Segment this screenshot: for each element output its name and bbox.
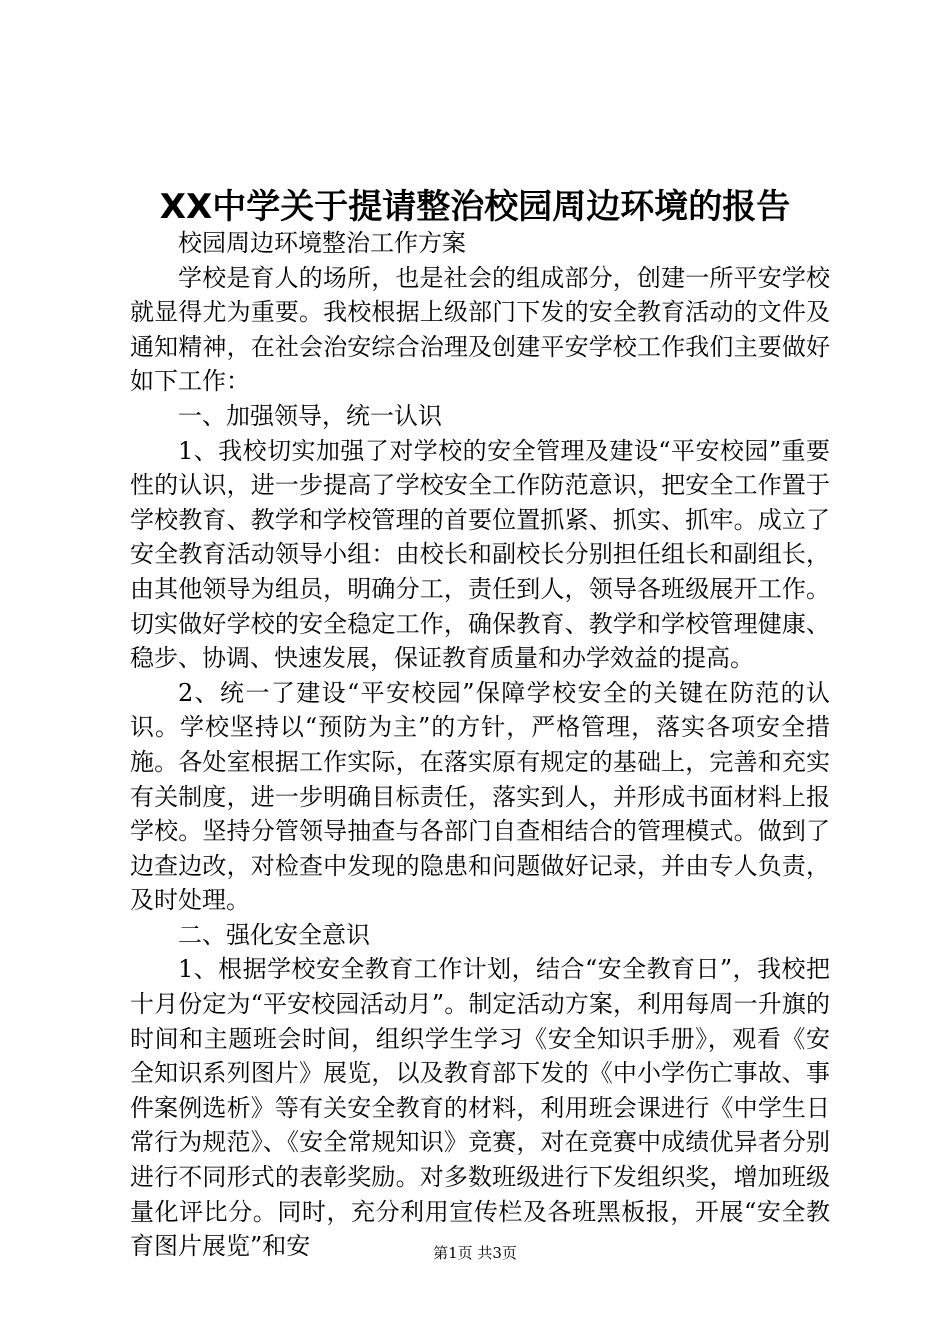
section-heading: 二、强化安全意识 [178, 920, 370, 949]
body-paragraph: 1、根据学校安全教育工作计划，结合“安全教育日”，我校把十月份定为“平安校园活动月”。制定活动方案，利用每周一升旗的时间和主题班会时间，组织学生学习《安全知识手册》，观看《安全知识系列图片》展览，以及教育部下发的《中小学伤亡事故、事件案例选析》等有关安全教育的材料，利用班会课进行《中学生日常行为规范》、《安全常规知识》竞赛，对在竞赛中成绩优异者分别进行不同形式的表彰奖励。对多数班级进行下发组织奖，增加班级量化评比分。同时，充分利用宣传栏及各班黑板报，开展“安全教育图片展览”和安 [130, 955, 830, 1261]
document-body [130, 226, 830, 1264]
section-heading: 一、加强领导，统一认识 [178, 401, 442, 430]
page-footer: 第1页 共3页 [433, 1244, 517, 1262]
document-title: XX中学关于提请整治校园周边环境的报告 [159, 187, 791, 227]
body-paragraph: 2、统一了建设“平安校园”保障学校安全的关键在防范的认识。学校坚持以“预防为主”的方针，严格管理，落实各项安全措施。各处室根据工作实际，在落实原有规定的基础上，完善和充实有关制度，进一步明确目标责任，落实到人，并形成书面材料上报学校。坚持分管领导抽查与各部门自查相结合的管理模式。做到了边查边改，对检查中发现的隐患和问题做好记录，并由专人负责，及时处理。 [130, 678, 830, 915]
body-paragraph: 1、我校切实加强了对学校的安全管理及建设“平安校园”重要性的认识，进一步提高了学校安全工作防范意识，把安全工作置于学校教育、教学和学校管理的首要位置抓紧、抓实、抓牢。成立了安全教育活动领导小组：由校长和副校长分别担任组长和副组长，由其他领导为组员，明确分工，责任到人，领导各班级展开工作。切实做好学校的安全稳定工作，确保教育、教学和学校管理健康、稳步、协调、快速发展，保证教育质量和办学效益的提高。 [130, 436, 830, 673]
section-subtitle: 校园周边环境整治工作方案 [178, 229, 466, 257]
body-paragraph: 学校是育人的场所，也是社会的组成部分，创建一所平安学校就显得尤为重要。我校根据上级部门下发的安全教育活动的文件及通知精神，在社会治安综合治理及创建平安学校工作我们主要做好如下工作： [130, 263, 830, 396]
